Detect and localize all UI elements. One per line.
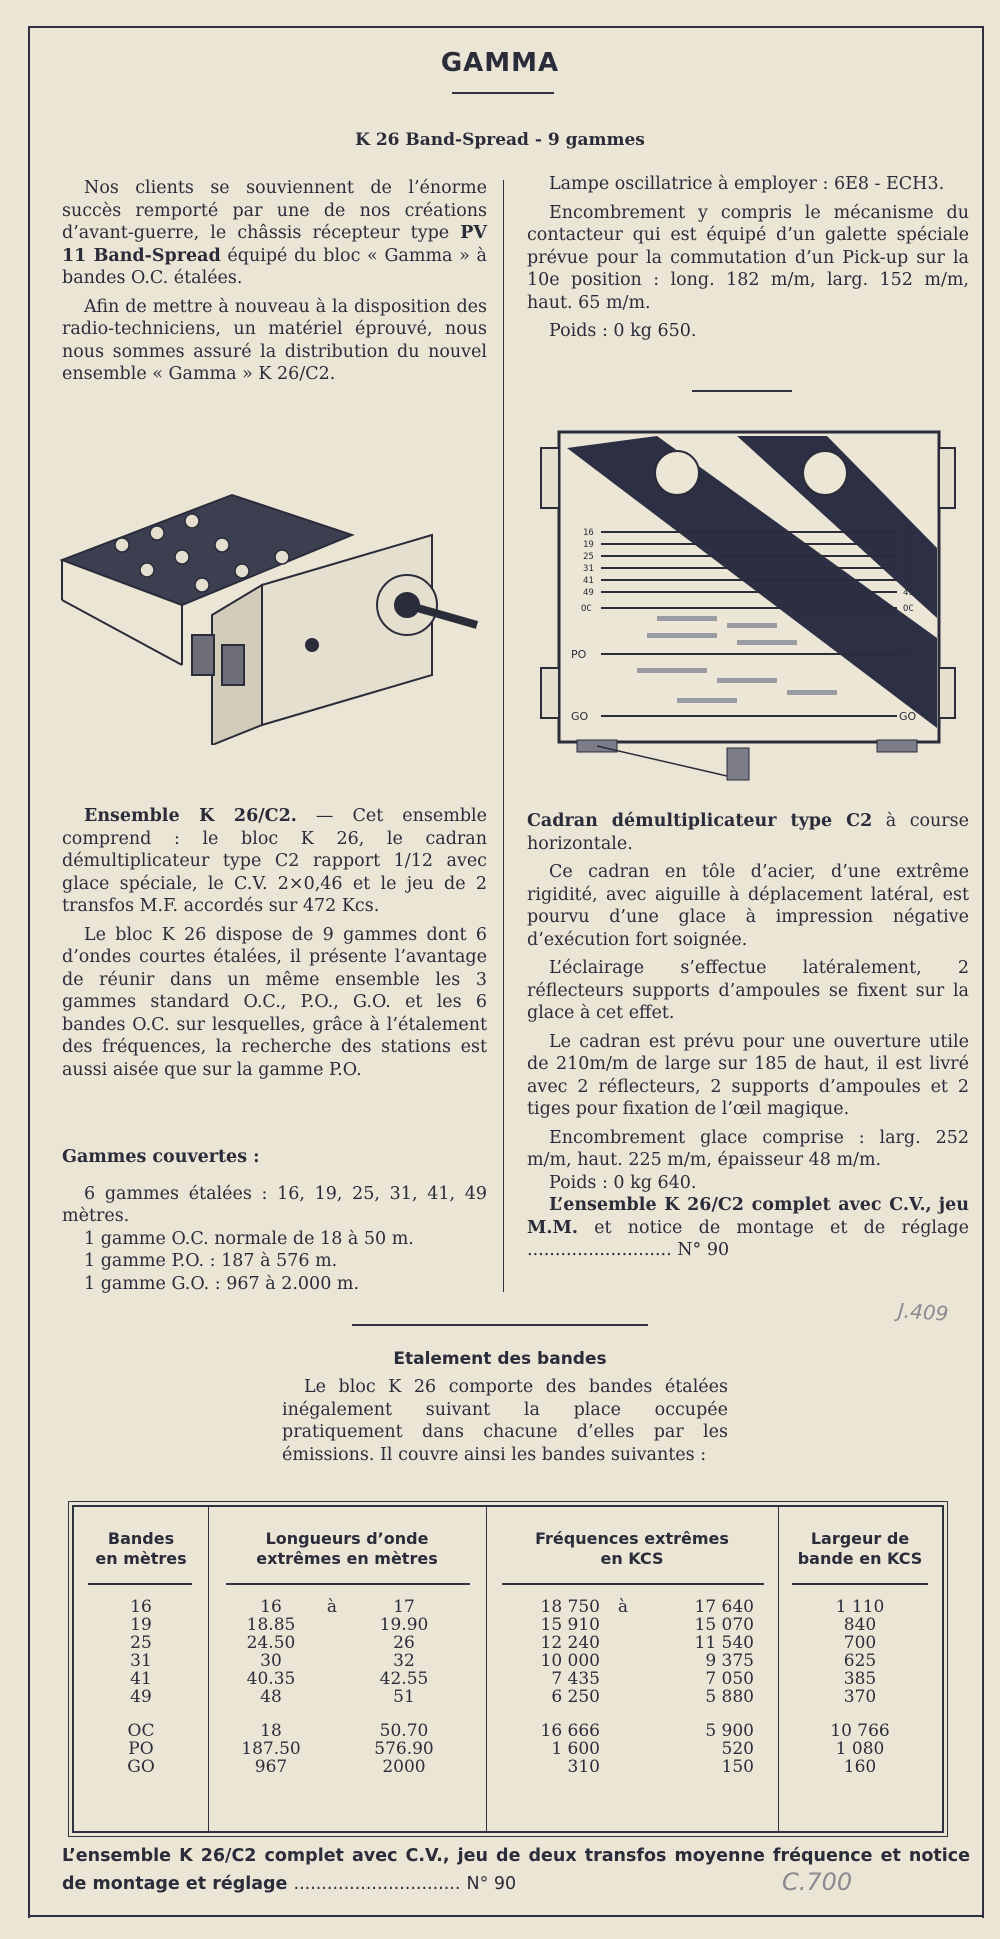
cadran-order-dots: .......................... — [527, 1240, 672, 1260]
footer-dots: .............................. — [293, 1874, 461, 1894]
cell-length-max: 19.90 — [379, 1615, 429, 1635]
cell-freq-max: 6 250 — [551, 1687, 600, 1707]
dial-band-right-16: 16 — [903, 528, 914, 538]
cadran-order-line — [527, 1194, 969, 1262]
cell-band: 49 — [130, 1687, 152, 1707]
cell-freq-sep: à — [617, 1597, 629, 1617]
cell-length-max: 576.90 — [374, 1739, 434, 1759]
cell-width: 700 — [843, 1633, 877, 1653]
dial-band-right-25: 25 — [903, 552, 914, 562]
etalement-paragraph: Le bloc K 26 comporte des bandes étalées inégalement suivant la place occupée pratiquement dans chacune d’elles par les émissions. Il couvre ainsi les bandes suivantes : — [282, 1377, 728, 1465]
cell-freq-min: 5 900 — [705, 1721, 754, 1741]
dial-band-left-41: 41 — [583, 576, 594, 586]
cell-width: 370 — [843, 1687, 877, 1707]
cell-width: 840 — [843, 1615, 877, 1635]
cell-length-min: 18.85 — [246, 1615, 296, 1635]
header-longueurs — [208, 1529, 486, 1569]
footer-text: L’ensemble K 26/C2 complet avec C.V., jeu de deux transfos moyenne fréquence et notice de montage et réglage — [62, 1846, 970, 1894]
header-bandes-line-2: en mètres — [95, 1549, 187, 1568]
page-title: GAMMA — [440, 48, 560, 78]
cell-length-min: 967 — [254, 1757, 288, 1777]
cell-length-max: 51 — [393, 1687, 415, 1707]
cadran-order-c: et notice de montage et de réglage — [594, 1217, 969, 1238]
header-rule-2 — [226, 1583, 470, 1585]
dial-band-left-31: 31 — [583, 564, 594, 574]
ensemble-paragraph-2: Le bloc K 26 dispose de 9 gammes dont 6 d’ondes courtes étalées, il présente l’avantage de réunir dans un même ensemble les 3 gammes standard O.C., P.O., G.O. et les 6 bandes O.C. sur lesquelles, grâce à l’étalement des fréquences, la recherche des stations est aussi aisée que sur la gamme P.O. — [62, 924, 487, 1080]
dial-band-right-19: 19 — [903, 540, 914, 550]
oscillator-paragraph: Lampe oscillatrice à employer : 6E8 - ECH3. — [549, 174, 945, 194]
cell-band: 41 — [130, 1669, 152, 1689]
cell-freq-min: 17 640 — [694, 1597, 754, 1617]
intro-paragraph-2: Afin de mettre à nouveau à la disposition des radio-techniciens, un matériel éprouvé, nous nous sommes assuré la distribution du nouvel ensemble « Gamma » K 26/C2. — [62, 296, 487, 384]
cell-length-min: 18 — [260, 1721, 282, 1741]
cadran-paragraph-3: Le cadran est prévu pour une ouverture utile de 210m/m de large sur 185 de haut, il est livré avec 2 réflecteurs, 2 supports d’ampoules et 2 tiges pour fixation de l’œil magique. — [527, 1031, 969, 1119]
dial-band-left-49: 49 — [583, 588, 594, 598]
cell-length-min: 30 — [260, 1651, 282, 1671]
cell-width: 1 110 — [835, 1597, 885, 1617]
cadran-paragraph-head — [527, 810, 969, 855]
cell-freq-max: 1 600 — [551, 1739, 600, 1759]
dial-illustration — [537, 428, 957, 788]
handwritten-price-2: C.700 — [782, 1868, 853, 1896]
cell-freq-min: 7 050 — [705, 1669, 754, 1689]
cadran-order-number: N° 90 — [677, 1240, 730, 1260]
dial-band-left-19: 19 — [583, 540, 594, 550]
cell-freq-max: 18 750 — [540, 1597, 600, 1617]
cell-freq-max: 310 — [567, 1757, 600, 1777]
cell-length-max: 42.55 — [379, 1669, 429, 1689]
dial-po-left: PO — [571, 648, 587, 661]
cell-band: 16 — [130, 1597, 152, 1617]
cell-length-max: 50.70 — [379, 1721, 429, 1741]
cadran-heading: Cadran démultiplicateur type C2 — [527, 811, 873, 831]
small-separator — [692, 390, 792, 392]
dial-go-left: GO — [571, 710, 589, 723]
cell-freq-max: 12 240 — [540, 1633, 600, 1653]
section-separator — [352, 1324, 648, 1326]
cadran-text — [527, 810, 969, 1262]
title-underline — [452, 92, 554, 94]
dial-window-left — [655, 451, 699, 495]
gammes-line-1: 6 gammes étalées : 16, 19, 25, 31, 41, 49 mètres. — [62, 1183, 487, 1226]
gammes-text — [62, 1146, 487, 1295]
cell-length-max: 26 — [393, 1633, 415, 1653]
intro-p1-start: Nos clients se souviennent de l’énorme succès remporté par une de nos créations d’avant-guerre, le châssis récepteur type — [62, 178, 487, 243]
cell-width: 385 — [843, 1669, 877, 1689]
cadran-order-a: L’ensemble K 26/C2 complet avec C.V., — [549, 1195, 932, 1215]
intro-p1-end: équipé du bloc « Gamma » à bandes O.C. étalées. — [62, 245, 487, 288]
cell-length-max: 32 — [393, 1651, 415, 1671]
ensemble-text — [62, 805, 487, 1087]
bands-table — [72, 1505, 944, 1833]
cell-length-max: 17 — [393, 1597, 415, 1617]
cell-length-sep: à — [326, 1597, 338, 1617]
header-longueurs-line-1: Longueurs d’onde — [265, 1529, 429, 1548]
header-frequences-line-2: en KCS — [600, 1549, 664, 1568]
header-largeur-line-1: Largeur de — [810, 1529, 910, 1548]
cell-length-min: 187.50 — [241, 1739, 301, 1759]
cell-band: OC — [127, 1721, 155, 1741]
page-subtitle: K 26 Band-Spread - 9 gammes — [355, 130, 645, 150]
column-divider — [503, 180, 504, 1292]
header-bandes-line-1: Bandes — [107, 1529, 175, 1548]
dimensions-paragraph: Encombrement y compris le mécanisme du contacteur qui est équipé d’un galette spéciale prévue pour la commutation d’un Pick-up sur la 10e position : long. 182 m/m, larg. 152 m/m, haut. 65 m/m. — [527, 202, 969, 313]
dial-band-left-16: 16 — [583, 528, 594, 538]
cell-band: PO — [128, 1739, 154, 1759]
handwritten-price-1: J.409 — [897, 1298, 950, 1326]
dial-band-left-oc: OC — [581, 604, 592, 614]
intro-text — [62, 177, 487, 392]
cell-freq-min: 520 — [721, 1739, 754, 1759]
intro-paragraph-1 — [62, 177, 487, 290]
cell-width: 10 766 — [830, 1721, 890, 1741]
cell-length-min: 40.35 — [246, 1669, 296, 1689]
cell-freq-min: 15 070 — [694, 1615, 754, 1635]
cell-freq-min: 9 375 — [705, 1651, 754, 1671]
cell-freq-max: 16 666 — [540, 1721, 600, 1741]
header-longueurs-line-2: extrêmes en mètres — [256, 1549, 438, 1568]
gammes-line-4: 1 gamme G.O. : 967 à 2.000 m. — [84, 1273, 360, 1294]
ensemble-paragraph-1 — [62, 805, 487, 918]
cell-freq-min: 11 540 — [694, 1633, 754, 1653]
footer-number: N° 90 — [466, 1874, 517, 1894]
header-largeur-line-2: bande en KCS — [797, 1549, 923, 1568]
cell-freq-max: 15 910 — [540, 1615, 600, 1635]
cell-length-max: 2000 — [382, 1757, 426, 1777]
bottom-rule — [28, 1915, 984, 1917]
cell-freq-min: 150 — [721, 1757, 754, 1777]
dial-band-right-49: 49 — [903, 588, 914, 598]
etalement-text — [282, 1376, 728, 1472]
cell-length-min: 48 — [260, 1687, 282, 1707]
header-frequences-line-1: Fréquences extrêmes — [535, 1529, 729, 1548]
cell-width: 1 080 — [835, 1739, 885, 1759]
dial-band-right-oc: OC — [903, 604, 914, 614]
dial-band-right-41: 41 — [903, 576, 914, 586]
cell-band: 19 — [130, 1615, 152, 1635]
dial-band-left-25: 25 — [583, 552, 594, 562]
dial-go-right: GO — [899, 710, 917, 723]
cadran-paragraph-1: Ce cadran en tôle d’acier, d’une extrême rigidité, avec aiguille à déplacement latéral, est pourvu d’une glace à impression négative d’exécution fort soignée. — [527, 862, 969, 950]
cadran-paragraph-4: Encombrement glace comprise : larg. 252 m/m, haut. 225 m/m, épaisseur 48 m/m. — [527, 1127, 969, 1170]
cadran-paragraph-2: L’éclairage s’effectue latéralement, 2 réflecteurs supports d’ampoules se fixent sur la glace à cet effet. — [527, 958, 969, 1023]
cell-length-min: 16 — [260, 1597, 282, 1617]
cell-band: 25 — [130, 1633, 152, 1653]
cell-band: 31 — [130, 1651, 152, 1671]
intro-chassis-name: PV 11 Band-Spread — [62, 223, 487, 266]
gammes-paragraph-head — [62, 1146, 487, 1169]
header-rule-1 — [88, 1583, 192, 1585]
cell-freq-max: 10 000 — [540, 1651, 600, 1671]
header-bandes — [74, 1529, 208, 1569]
cell-width: 160 — [843, 1757, 877, 1777]
ensemble-p1-body: — Cet ensemble comprend : le bloc K 26, le cadran démultiplicateur type C2 rapport 1/12 avec glace spéciale, le C.V. 2×0,46 et le jeu de 2 transfos M.F. accordés sur 472 Kcs. — [62, 806, 487, 916]
dial-po-right: PO — [899, 648, 915, 661]
ensemble-heading: Ensemble K 26/C2. — [84, 806, 297, 826]
header-rule-4 — [792, 1583, 928, 1585]
cadran-paragraph-5: Poids : 0 kg 640. — [549, 1172, 697, 1193]
gammes-line-2: 1 gamme O.C. normale de 18 à 50 m. — [84, 1228, 414, 1249]
cell-width: 625 — [843, 1651, 877, 1671]
cell-band: GO — [127, 1757, 155, 1777]
cadran-order-b: jeu M.M. — [527, 1195, 969, 1238]
oscillator-text — [527, 173, 969, 349]
cadran-heading-rest: à course horizontale. — [527, 811, 970, 854]
cell-length-min: 24.50 — [246, 1633, 296, 1653]
header-frequences — [486, 1529, 778, 1569]
weight-paragraph: Poids : 0 kg 650. — [549, 321, 697, 341]
gammes-line-3: 1 gamme P.O. : 187 à 576 m. — [84, 1251, 338, 1271]
cell-freq-min: 5 880 — [705, 1687, 754, 1707]
etalement-heading: Etalement des bandes — [393, 1349, 607, 1369]
cell-freq-max: 7 435 — [551, 1669, 600, 1689]
header-largeur — [778, 1529, 942, 1569]
chassis-illustration — [52, 475, 482, 745]
gammes-heading: Gammes couvertes : — [62, 1147, 260, 1167]
dial-band-right-31: 31 — [903, 564, 914, 574]
header-rule-3 — [502, 1583, 764, 1585]
dial-window-right — [803, 451, 847, 495]
